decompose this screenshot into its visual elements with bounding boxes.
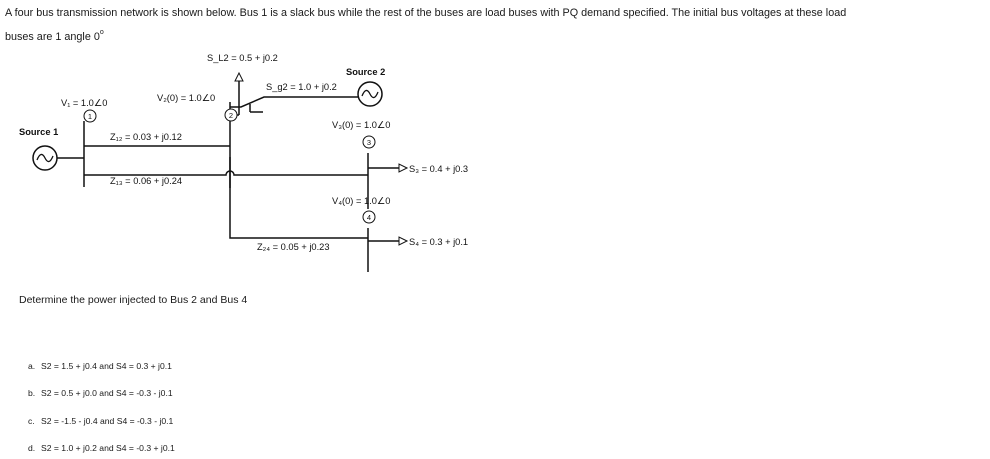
source-2-label: Source 2 <box>346 67 386 77</box>
choice-c-text: S2 = -1.5 - j0.4 and S4 = -0.3 - j0.1 <box>41 416 174 426</box>
choice-a-text: S2 = 1.5 + j0.4 and S4 = 0.3 + j0.1 <box>41 361 172 371</box>
question-text: Determine the power injected to Bus 2 and Bus 4 <box>19 294 248 306</box>
choice-c-letter: c. <box>28 416 35 426</box>
v3-label: V₃(0) = 1.0∠0 <box>332 120 391 130</box>
v4-label: V₄(0) = 1.0∠0 <box>332 196 391 206</box>
choice-d-letter: d. <box>28 443 36 453</box>
choice-a-letter: a. <box>28 361 36 371</box>
bus-4-number: 4 <box>366 213 372 222</box>
choice-d-text: S2 = 1.0 + j0.2 and S4 = -0.3 + j0.1 <box>41 443 175 453</box>
degree-superscript: o <box>99 29 104 36</box>
choice-b[interactable] <box>28 388 173 398</box>
choice-a[interactable] <box>28 361 172 371</box>
choice-b-letter: b. <box>28 388 36 398</box>
arrow-right-icon <box>399 164 407 172</box>
intro-line-2-text: buses are 1 angle 0 <box>5 31 100 43</box>
source-1-label: Source 1 <box>19 127 59 137</box>
s4-label: S₄ = 0.3 + j0.1 <box>409 237 469 247</box>
v1-label: V₁ = 1.0∠0 <box>61 98 108 108</box>
choice-b-text: S2 = 0.5 + j0.0 and S4 = -0.3 - j0.1 <box>41 388 173 398</box>
z13-label: Z₁₃ = 0.06 + j0.24 <box>110 176 183 186</box>
bus-1-number: 1 <box>87 112 93 121</box>
intro-line-1: A four bus transmission network is shown below. Bus 1 is a slack bus while the rest of the buses are load buses with PQ demand specified. The initial bus voltages at these load <box>5 7 847 19</box>
arrow-up-icon <box>235 73 243 81</box>
choice-c[interactable] <box>28 416 173 426</box>
bus-3-number: 3 <box>366 138 372 147</box>
v2-label: V₂(0) = 1.0∠0 <box>157 93 216 103</box>
choice-d[interactable] <box>28 443 175 453</box>
z24-label: Z₂₄ = 0.05 + j0.23 <box>257 242 330 252</box>
source-2-connection <box>230 94 369 107</box>
line-1-3 <box>84 171 368 175</box>
bus-2-number: 2 <box>228 111 234 120</box>
s3-label: S₃ = 0.4 + j0.3 <box>409 164 469 174</box>
z12-label: Z₁₂ = 0.03 + j0.12 <box>110 132 182 142</box>
sl2-label: S_L2 = 0.5 + j0.2 <box>207 53 278 63</box>
sg2-label: S_g2 = 1.0 + j0.2 <box>266 82 337 92</box>
arrow-right-icon <box>399 237 407 245</box>
